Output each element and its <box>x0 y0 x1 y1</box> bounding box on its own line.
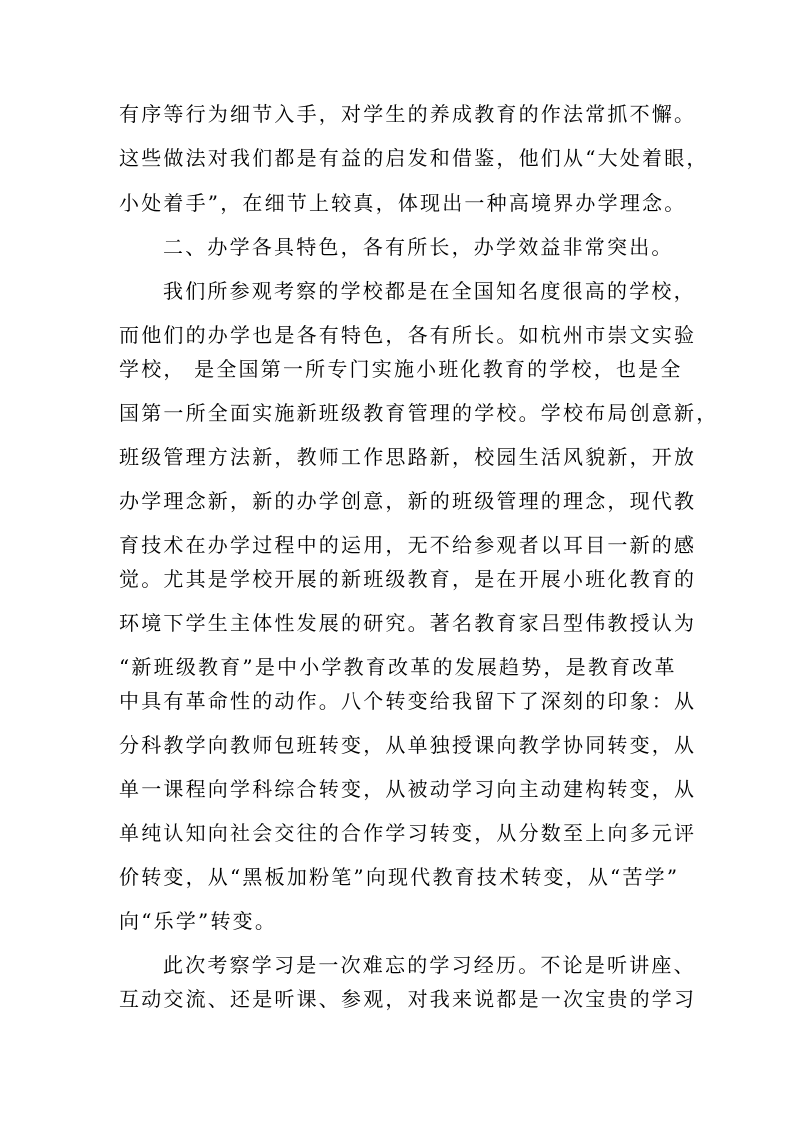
text-line-13: 环境下学生主体性发展的研究。著名教育家吕型伟教授认为 <box>119 611 697 635</box>
text-line-12: 觉。尤其是学校开展的新班级教育，是在开展小班化教育的 <box>119 567 697 591</box>
text-line-8: 国第一所全面实施新班级教育管理的学校。学校布局创意新， <box>119 401 719 425</box>
text-line-15: 中具有革命性的动作。八个转变给我留下了深刻的印象：从 <box>119 689 697 713</box>
text-line-16: 分科教学向教师包班转变，从单独授课向教学协同转变，从 <box>119 733 697 757</box>
text-line-2: 这些做法对我们都是有益的启发和借鉴，他们从“大处着眼， <box>119 146 709 170</box>
paragraph-start-2: 此次考察学习是一次难忘的学习经历。不论是听讲座、 <box>163 953 696 977</box>
text-line-6: 而他们的办学也是各有特色，各有所长。如杭州市崇文实验 <box>119 323 697 347</box>
text-line-7: 学校， 是全国第一所专门实施小班化教育的学校，也是全 <box>119 357 683 381</box>
text-line-17: 单一课程向学科综合转变，从被动学习向主动建构转变，从 <box>119 777 697 801</box>
text-line-22: 互动交流、还是听课、参观，对我来说都是一次宝贵的学习 <box>119 987 697 1011</box>
section-heading-2: 二、办学各具特色，各有所长，办学效益非常突出。 <box>163 235 674 259</box>
text-line-18: 单纯认知向社会交往的合作学习转变，从分数至上向多元评 <box>119 821 697 845</box>
paragraph-start-1: 我们所参观考察的学校都是在全国知名度很高的学校， <box>163 279 696 303</box>
text-line-1: 有序等行为细节入手，对学生的养成教育的作法常抓不懈。 <box>119 102 697 126</box>
text-line-10: 办学理念新，新的办学创意，新的班级管理的理念，现代教 <box>119 489 697 513</box>
text-line-14: “新班级教育”是中小学教育改革的发展趋势，是教育改革 <box>119 655 677 679</box>
text-line-3: 小处着手”，在细节上较真，体现出一种高境界办学理念。 <box>119 191 687 215</box>
text-line-11: 育技术在办学过程中的运用，无不给参观者以耳目一新的感 <box>119 533 697 557</box>
text-line-20: 向“乐学”转变。 <box>119 909 278 933</box>
text-line-19: 价转变，从“黑板加粉笔”向现代教育技术转变，从“苦学” <box>119 865 680 889</box>
text-line-9: 班级管理方法新，教师工作思路新，校园生活风貌新，开放 <box>119 445 697 469</box>
